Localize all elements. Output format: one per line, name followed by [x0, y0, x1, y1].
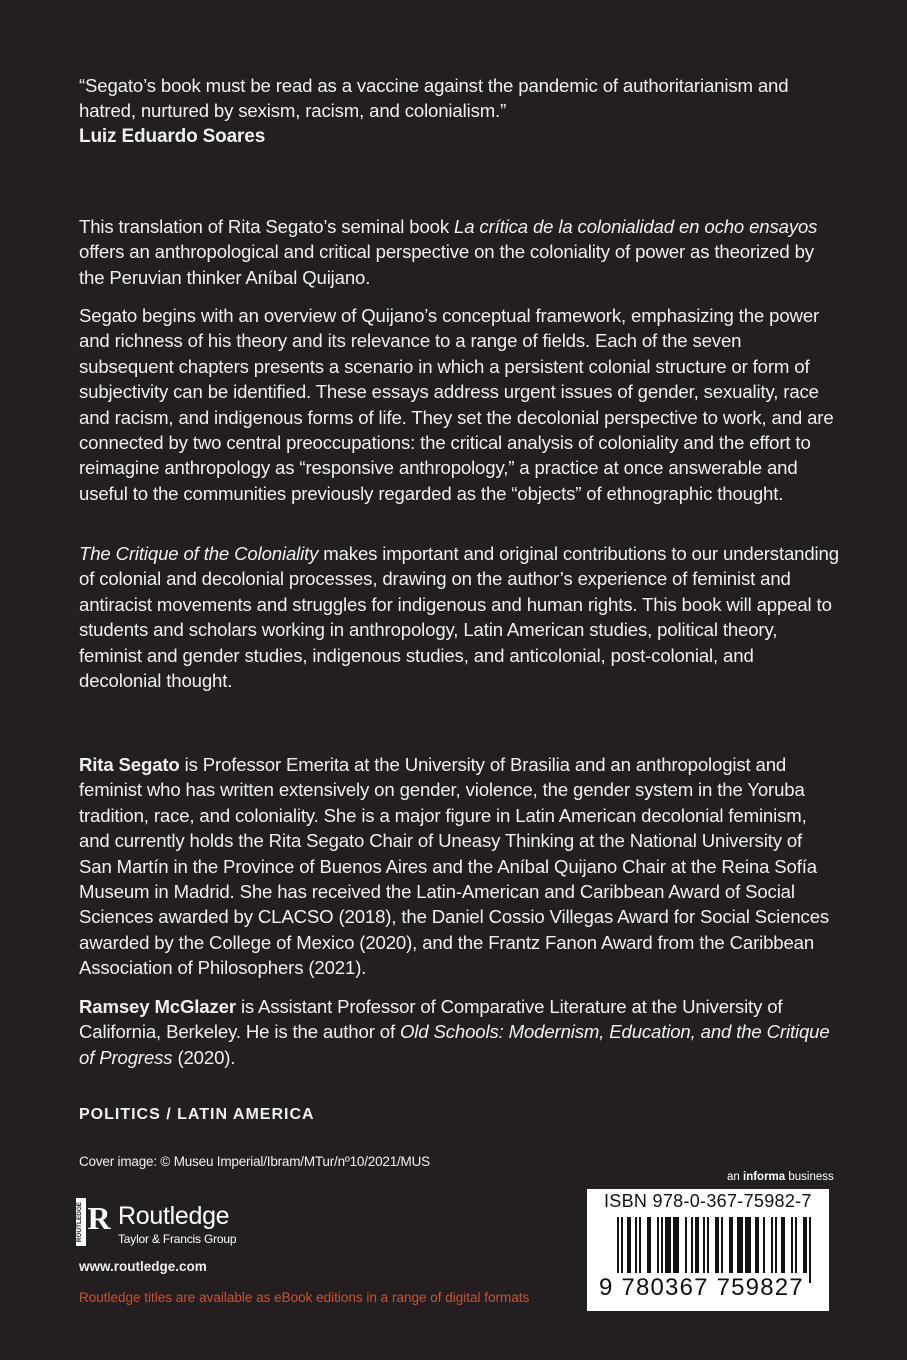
- publisher-group: Taylor & Francis Group: [118, 1232, 237, 1246]
- publisher-name: Routledge: [118, 1202, 230, 1230]
- isbn-barcode: [587, 1189, 829, 1311]
- quote-text: “Segato’s book must be read as a vaccine against the pandemic of authoritarianism and hatred, nurtured by sexism, racism, and colonialism.”: [79, 75, 789, 122]
- intro-text-before: This translation of Rita Segato’s seminal book: [79, 216, 455, 237]
- informa-prefix: an: [727, 1171, 743, 1183]
- author-name-segato: Rita Segato: [79, 754, 180, 775]
- translator-bio-after: (2020).: [172, 1046, 236, 1068]
- routledge-emblem-icon: [74, 1196, 114, 1250]
- summary-paragraph: Segato begins with an overview of Quijano’s conceptual framework, emphasizing the power and richness of his theory and its relevance to a range of fields. Each of the seven subsequent chapters presents a scenario in which a persistent colonial structure or form of subjectivity can be identified. These essays address urgent issues of gender, sexuality, race and racism, and indigenous forms of life. They set the decolonial perspective to work, and are connected by two central preoccupations: the critical analysis of coloniality and the effort to reimagine anthropology as “responsive anthropology,” a practice at once answerable and useful to the communities previously regarded as the “objects” of ethnographic thought.: [79, 305, 834, 504]
- author-bio-segato: [79, 752, 839, 981]
- contribution-text: makes important and original contributions to our understanding of colonial and decolonial processes, drawing on the author’s experience of feminist and antiracist movements and struggles for indigenous and human rights. This book will appeal to students and scholars working in anthropology, Latin American studies, political theory, feminist and gender studies, indigenous studies, and anticolonial, post-colonial, and decolonial thought.: [79, 543, 839, 692]
- translator-name: Ramsey McGlazer: [79, 996, 236, 1017]
- barcode-digits: 9 780367 759827: [599, 1273, 808, 1303]
- intro-paragraph: [79, 214, 839, 290]
- intro-text-after: offers an anthropological and critical perspective on the coloniality of power as theorized by the Peruvian thinker Aníbal Quijano.: [79, 241, 814, 288]
- quote-attribution: Luiz Eduardo Soares: [79, 125, 266, 147]
- subject-category: POLITICS / LATIN AMERICA: [79, 1106, 315, 1123]
- barcode-bar: [809, 1217, 811, 1283]
- routledge-r-mark: R: [87, 1200, 111, 1236]
- translator-bio-mcglazer: [79, 994, 839, 1070]
- contribution-paragraph: [79, 541, 839, 693]
- informa-brand: informa: [743, 1171, 786, 1183]
- endorsement-quote: [79, 73, 839, 149]
- translator-bio-before: is Assistant Professor of Comparative Literature at the University of California, Berkeley. He is the author of: [79, 996, 783, 1043]
- original-title: La crítica de la colonialidad en ocho ensayos: [454, 216, 818, 237]
- routledge-logo: [74, 1196, 274, 1250]
- translator-book-title: Old Schools: Modernism, Education, and the Critique of Progress: [79, 1021, 830, 1068]
- author-bio-segato-text: is Professor Emerita at the University of Brasilia and an anthropologist and feminist who has written extensively on gender, violence, the gender system in the Yoruba tradition, race, and coloniality. She is a major figure in Latin American decolonial feminism, and currently holds the Rita Segato Chair of Uneasy Thinking at the National University of San Martín in the Province of Buenos Aires and the Aníbal Quijano Chair at the Reina Sofía Museum in Madrid. She has received the Latin-American and Caribbean Award of Social Sciences awarded by CLACSO (2018), the Daniel Cossio Villegas Award for Social Sciences awarded by the College of Mexico (2020), and the Frantz Fanon Award from the Caribbean Association of Philosophers (2021).: [79, 754, 830, 979]
- informa-suffix: business: [785, 1171, 834, 1183]
- ebook-note: Routledge titles are available as eBook editions in a range of digital formats: [79, 1290, 530, 1305]
- informa-business-tag: [727, 1171, 834, 1183]
- book-title: The Critique of the Coloniality: [79, 543, 319, 564]
- routledge-vertical-wordmark: ROUTLEDGE: [76, 1201, 83, 1243]
- publisher-website: www.routledge.com: [79, 1259, 207, 1274]
- isbn-label: ISBN 978-0-367-75982-7: [604, 1191, 812, 1211]
- cover-image-credit: Cover image: © Museu Imperial/Ibram/MTur/nº10/2021/MUS: [79, 1154, 430, 1169]
